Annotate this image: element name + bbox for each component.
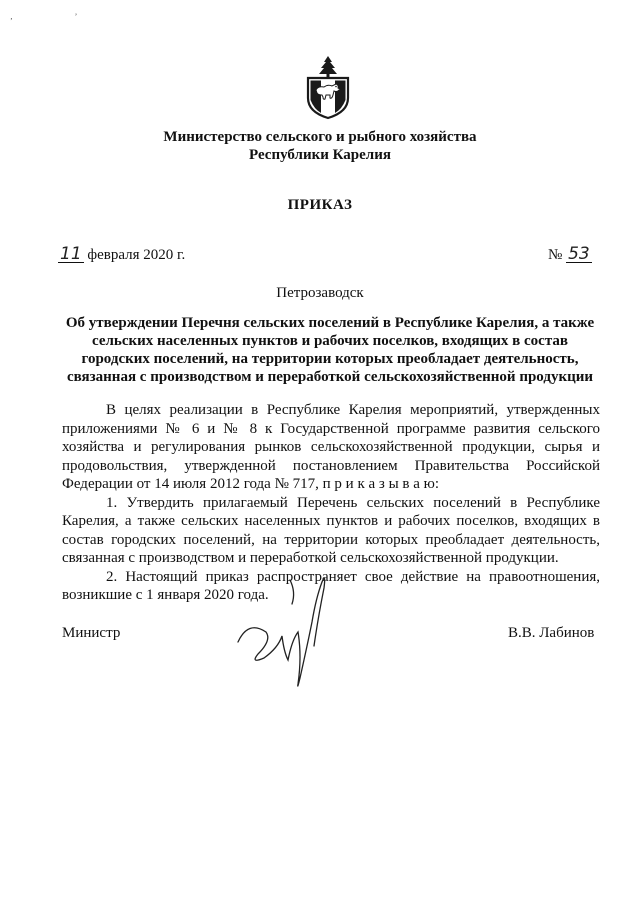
subject-line: сельских населенных пунктов и рабочих поселков, входящих в состав <box>92 333 568 349</box>
order-subject <box>60 314 600 386</box>
number-sign: № <box>548 247 563 263</box>
subject-line: Об утверждении Перечня сельских поселений в Республике Карелия, а также <box>65 315 595 331</box>
order-date <box>58 246 185 264</box>
handwritten-number: 53 <box>568 244 590 264</box>
order-item-2: 2. Настоящий приказ распространяет свое действие на правоотношения, возникшие с 1 января 2020 года. <box>62 568 600 603</box>
subject-line: связанная с производством и переработкой сельскохозяйственной продукции <box>66 369 594 385</box>
handwritten-signature <box>228 562 348 692</box>
karelia-coat-of-arms-icon <box>302 54 354 120</box>
order-item-1: 1. Утвердить прилагаемый Перечень сельских поселений в Республике Карелия, а также сельских населенных пунктов и рабочих поселков, входящих в состав городских поселений, на территории которых преобладает деятельность, связанная с производством и переработкой сельскохозяйственной продукции. <box>62 494 600 566</box>
date-text: февраля 2020 г. <box>87 247 186 263</box>
region-name: Республики Карелия <box>249 147 391 163</box>
signer-name: В.В. Лабинов <box>508 625 595 641</box>
order-number <box>548 246 592 264</box>
document-title: ПРИКАЗ <box>287 197 353 213</box>
handwritten-day: 11 <box>60 244 82 264</box>
ministry-heading <box>0 128 640 164</box>
signer-title: Министр <box>62 625 121 641</box>
subject-line: городских поселений, на территории которых преобладает деятельность, <box>81 351 579 367</box>
ministry-name: Министерство сельского и рыбного хозяйства <box>163 129 477 145</box>
preamble-paragraph: В целях реализации в Республике Карелия мероприятий, утвержденных приложениями № 6 и № 8 к Государственной программе развития сельского хозяйства и регулирования рынков сельскохозяйственной продукции, сырья и продовольствия, утвержденной постановлением Правительства Российской Федерации от 14 июля 2012 года № 717, п р и к а з ы в а ю: <box>62 402 600 492</box>
city-name: Петрозаводск <box>276 285 364 301</box>
scan-marks: ‚ ’ <box>10 12 108 21</box>
